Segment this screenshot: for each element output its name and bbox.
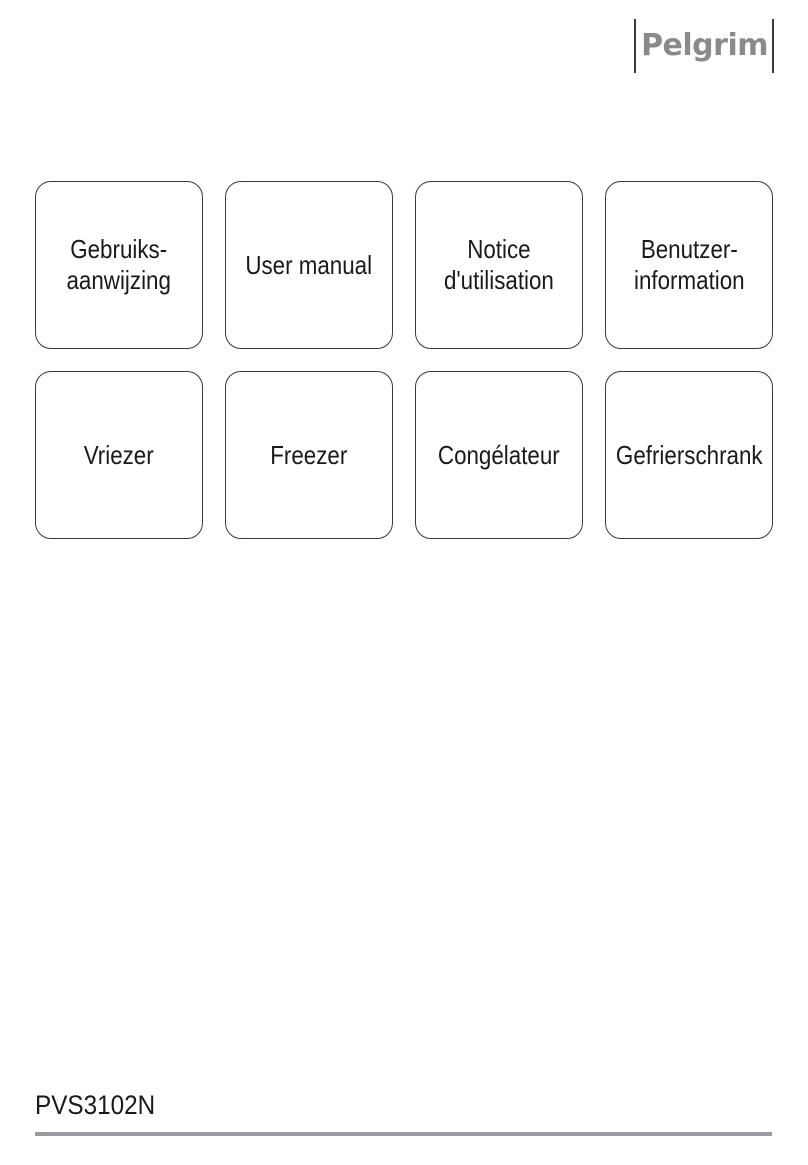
- box-vriezer: [35, 371, 203, 539]
- model-number: PVS3102N: [35, 1090, 156, 1120]
- box-notice-utilisation: [415, 181, 583, 349]
- box-label: Notice d'utilisation: [444, 234, 554, 295]
- box-label: Gebruiks- aanwijzing: [66, 234, 172, 295]
- logo-text: Pelgrim: [641, 28, 768, 63]
- box-label: Benutzer- information: [633, 234, 745, 295]
- box-benutzerinformation: [605, 181, 773, 349]
- box-user-manual: [225, 181, 393, 349]
- footer-divider: [35, 1132, 772, 1136]
- box-label: Freezer: [270, 439, 348, 470]
- box-label: Congélateur: [438, 439, 560, 470]
- box-gebruiksaanwijzing: [35, 181, 203, 349]
- title-grid: [35, 181, 773, 539]
- box-congelateur: [415, 371, 583, 539]
- box-label: User manual: [245, 249, 373, 280]
- logo-right-bar: [772, 19, 774, 73]
- box-label: Gefrierschrank: [615, 439, 763, 470]
- box-freezer: [225, 371, 393, 539]
- box-label: Vriezer: [83, 439, 154, 470]
- box-gefrierschrank: [605, 371, 773, 539]
- brand-logo: [634, 18, 774, 74]
